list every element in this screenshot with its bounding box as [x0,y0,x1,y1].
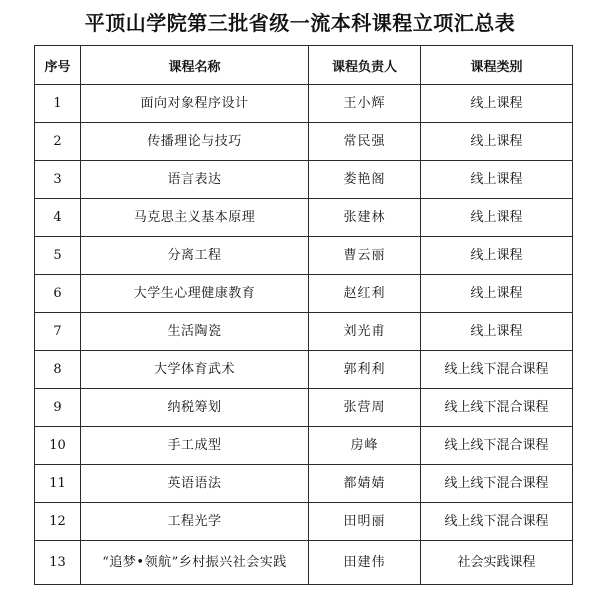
row-course-name: 大学体育武术 [81,351,309,389]
row-serial-number: 11 [35,465,81,503]
row-course-lead: 张建林 [309,199,421,237]
row-course-lead: 张营周 [309,389,421,427]
row-course-lead: 曹云丽 [309,237,421,275]
table-row [35,275,573,313]
table-row [35,85,573,123]
table-row [35,199,573,237]
row-course-name: 英语语法 [81,465,309,503]
row-course-name: 面向对象程序设计 [81,85,309,123]
header-serial-number: 序号 [35,46,81,85]
row-course-lead: 田建伟 [309,541,421,585]
table-row [35,541,573,585]
row-serial-number: 9 [35,389,81,427]
header-course-name: 课程名称 [81,46,309,85]
row-course-lead: 常民强 [309,123,421,161]
table-row [35,313,573,351]
row-course-type: 社会实践课程 [421,541,573,585]
row-serial-number: 4 [35,199,81,237]
table-row [35,465,573,503]
row-course-lead: 都婧婧 [309,465,421,503]
row-course-name: 语言表达 [81,161,309,199]
row-course-name: 工程光学 [81,503,309,541]
row-course-type: 线上线下混合课程 [421,503,573,541]
row-course-type: 线上课程 [421,237,573,275]
row-course-name: 生活陶瓷 [81,313,309,351]
table-header-row [35,46,573,85]
row-serial-number: 7 [35,313,81,351]
row-course-type: 线上课程 [421,275,573,313]
row-course-name: 手工成型 [81,427,309,465]
row-course-type: 线上线下混合课程 [421,465,573,503]
row-course-name: 纳税筹划 [81,389,309,427]
row-serial-number: 6 [35,275,81,313]
header-course-type: 课程类别 [421,46,573,85]
page-title: 平顶山学院第三批省级一流本科课程立项汇总表 [84,11,516,35]
row-serial-number: 1 [35,85,81,123]
table-row [35,161,573,199]
header-course-lead: 课程负责人 [309,46,421,85]
table-row [35,351,573,389]
row-course-type: 线上线下混合课程 [421,427,573,465]
row-course-type: 线上课程 [421,199,573,237]
table-row [35,237,573,275]
row-course-lead: 娄艳阁 [309,161,421,199]
row-serial-number: 3 [35,161,81,199]
table-row [35,503,573,541]
table-row [35,427,573,465]
row-serial-number: 12 [35,503,81,541]
row-course-type: 线上课程 [421,85,573,123]
table-row [35,389,573,427]
row-course-type: 线上课程 [421,123,573,161]
row-course-name: 分离工程 [81,237,309,275]
row-course-name: 大学生心理健康教育 [81,275,309,313]
table-row [35,123,573,161]
row-course-name: 马克思主义基本原理 [81,199,309,237]
row-serial-number: 13 [35,541,81,585]
row-course-lead: 赵红利 [309,275,421,313]
row-course-type: 线上线下混合课程 [421,389,573,427]
row-course-type: 线上线下混合课程 [421,351,573,389]
row-serial-number: 2 [35,123,81,161]
row-course-name: “追梦•领航”乡村振兴社会实践 [81,541,309,585]
row-course-lead: 田明丽 [309,503,421,541]
row-course-name: 传播理论与技巧 [81,123,309,161]
row-serial-number: 8 [35,351,81,389]
course-summary-table [34,45,573,585]
row-course-lead: 王小辉 [309,85,421,123]
row-course-type: 线上课程 [421,161,573,199]
row-serial-number: 5 [35,237,81,275]
row-course-lead: 房峰 [309,427,421,465]
row-course-lead: 刘光甫 [309,313,421,351]
row-serial-number: 10 [35,427,81,465]
row-course-type: 线上课程 [421,313,573,351]
row-course-lead: 郭利利 [309,351,421,389]
